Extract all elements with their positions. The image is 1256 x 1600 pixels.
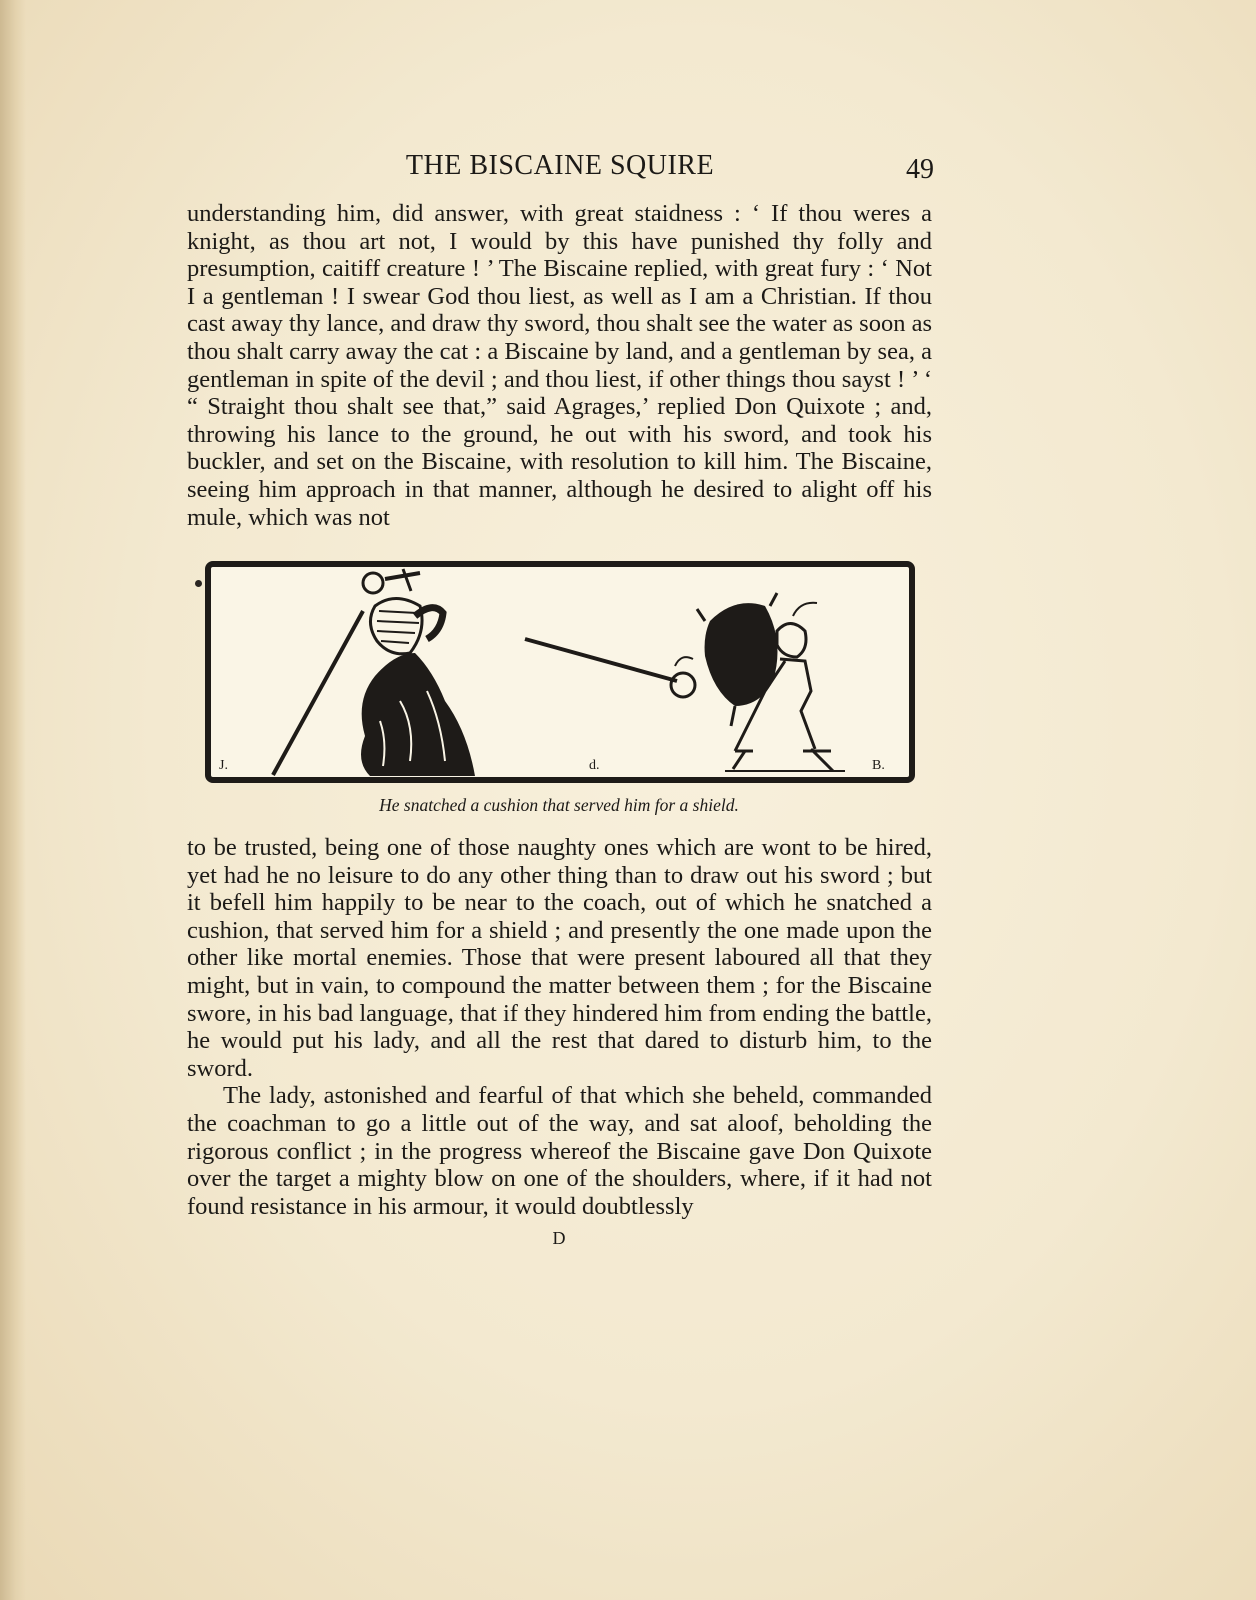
initial-left: J.	[219, 758, 228, 773]
paragraph-continuation: understanding him, did answer, with great staidness : ‘ If thou weres a knight, as thou art not, I would by this have punished thy folly and presumption, caitiff creature ! ’ The Biscaine replied, with great fury : ‘ Not I a gentleman ! I swear God thou liest, as well as I am a Christian. If thou cast away thy lance, and draw thy sword, thou shalt see the water as soon as thou shalt carry away the cat : a Biscaine by land, and a gentleman by sea, a gentleman in spite of the devil ; and thou liest, if other things thou sayst ! ’ ‘ “ Straight thou shalt see that,” said Agrages,’ replied Don Quixote ; and, throwing his lance to the ground, he out with his sword, and took his buckler, and set on the Biscaine, with resolution to kill him. The Biscaine, seeing him approach in that manner, although he desired to alight off his mule, which was not	[187, 200, 932, 531]
paragraph-lady: The lady, astonished and fearful of that which she beheld, commanded the coachman to go a little out of the way, and sat aloof, beholding the rigorous conflict ; in the progress whereof the Biscaine gave Don Quixote over the target a mighty blow on one of the shoulders, where, if it had not found resistance in his armour, it would doubtlessly	[187, 1082, 932, 1220]
illustration-svg	[205, 561, 917, 789]
running-title: THE BISCAINE SQUIRE	[405, 150, 715, 181]
page-number: 49	[906, 154, 934, 185]
initial-middle: d.	[589, 758, 600, 773]
woodcut-illustration	[205, 561, 917, 789]
text-block-top	[187, 200, 932, 531]
running-head	[186, 150, 934, 186]
initial-right: B.	[872, 758, 885, 773]
signature-mark: D	[552, 1228, 566, 1248]
illustration-caption: He snatched a cushion that served him for a shield.	[379, 795, 739, 815]
text-block-bottom	[187, 834, 932, 1220]
ink-speck	[195, 580, 202, 587]
paragraph-continued: to be trusted, being one of those naughty ones which are wont to be hired, yet had he no leisure to do any other thing than to draw out his sword ; but it befell him happily to be near to the coach, out of which he snatched a cushion, that served him for a shield ; and presently the one made upon the other like mortal enemies. Those that were present laboured all that they might, but in vain, to compound the matter between them ; for the Biscaine swore, in his bad language, that if they hindered him from ending the battle, he would put his lady, and all the rest that dared to disturb him, to the sword.	[187, 834, 932, 1082]
page-binding-edge	[0, 0, 26, 1600]
